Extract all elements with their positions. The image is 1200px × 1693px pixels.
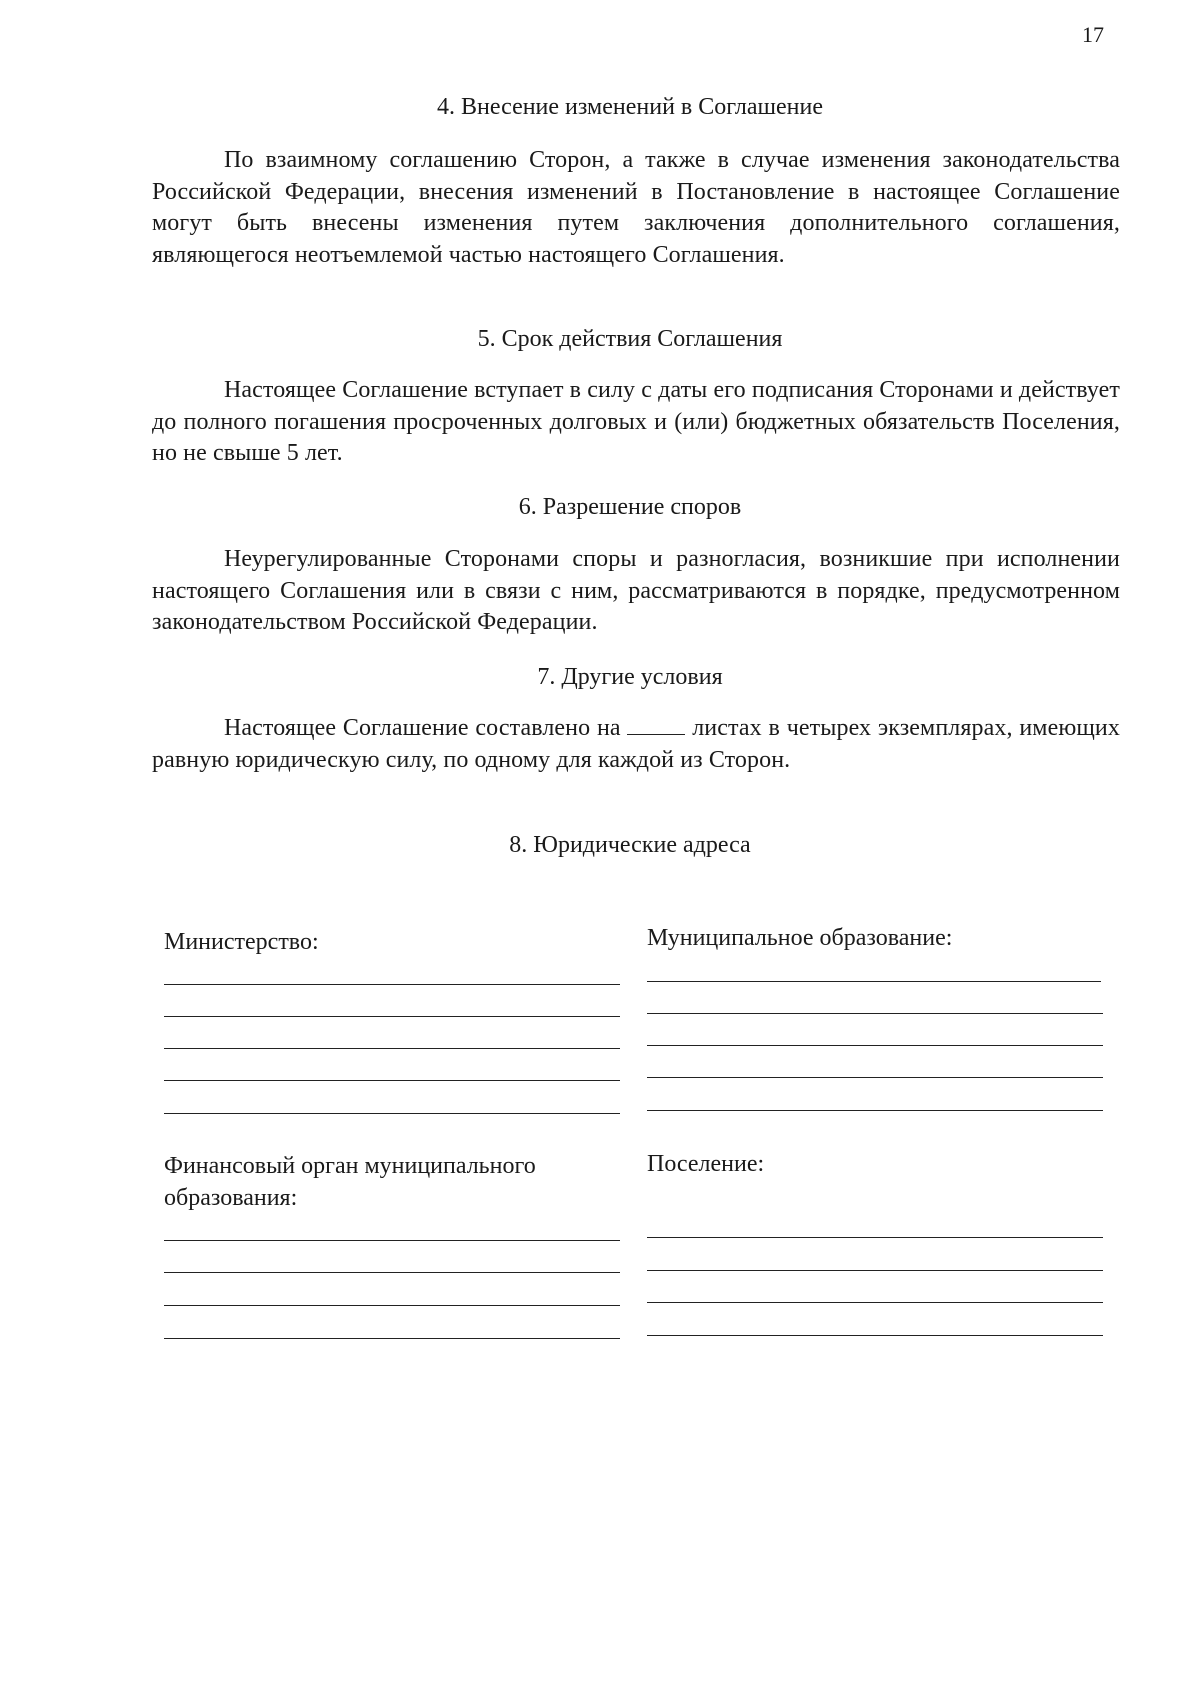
section-7-text <box>152 713 1120 776</box>
section-7-body-start: Настоящее Соглашение составлено на <box>224 715 621 741</box>
sheet-count-blank <box>627 714 685 735</box>
finance-body-label-line1: Финансовый орган муниципального <box>164 1153 536 1179</box>
municipality-line-5 <box>647 1110 1103 1111</box>
municipality-line-3 <box>647 1045 1103 1046</box>
section-5-body: Настоящее Соглашение вступает в силу с даты его подписания Сторонами и действует до полного погашения просроченных долговых и (или) бюджетных обязательств Поселения, но не свыше 5 лет. <box>152 377 1120 466</box>
page-number: 17 <box>1082 22 1104 47</box>
settlement-label: Поселение: <box>647 1151 765 1177</box>
finance-body-line-3 <box>164 1305 620 1306</box>
ministry-line-2 <box>164 1016 620 1017</box>
ministry-label: Министерство: <box>164 929 319 955</box>
section-6-body: Неурегулированные Сторонами споры и разногласия, возникшие при исполнении настоящего Соглашения или в связи с ним, рассматриваются в порядке, предусмотренном законодательством Российской Федерации. <box>152 546 1120 635</box>
section-8-heading: 8. Юридические адреса <box>509 832 751 858</box>
settlement-line-1 <box>647 1237 1103 1238</box>
municipality-line-2 <box>647 1013 1103 1014</box>
section-4-body: По взаимному соглашению Сторон, а также в случае изменения законодательства Российской Федерации, внесения изменений в Постановление в настоящее Соглашение могут быть внесены изменения путем заключения дополнительного соглашения, являющегося неотъемлемой частью настоящего Соглашения. <box>152 147 1120 268</box>
section-4-heading: 4. Внесение изменений в Соглашение <box>437 94 823 120</box>
section-7-body-end: листах в четырех экземплярах, имеющих равную юридическую силу, по одному для каждой из Сторон. <box>152 715 1120 773</box>
section-5-heading: 5. Срок действия Соглашения <box>477 326 783 352</box>
section-6-heading: 6. Разрешение споров <box>518 494 742 520</box>
section-4-text <box>152 145 1120 271</box>
finance-body-line-2 <box>164 1272 620 1273</box>
settlement-line-3 <box>647 1302 1103 1303</box>
section-6-text <box>152 544 1120 639</box>
section-7-heading: 7. Другие условия <box>537 664 723 690</box>
ministry-line-3 <box>164 1048 620 1049</box>
municipality-label: Муниципальное образование: <box>647 925 953 951</box>
finance-body-line-4 <box>164 1338 620 1339</box>
ministry-line-4 <box>164 1080 620 1081</box>
ministry-line-1 <box>164 984 620 985</box>
finance-body-label-line2: образования: <box>164 1185 298 1211</box>
ministry-line-5 <box>164 1113 620 1114</box>
settlement-line-4 <box>647 1335 1103 1336</box>
finance-body-line-1 <box>164 1240 620 1241</box>
municipality-line-1 <box>647 981 1101 982</box>
municipality-line-4 <box>647 1077 1103 1078</box>
settlement-line-2 <box>647 1270 1103 1271</box>
section-5-text <box>152 375 1120 470</box>
